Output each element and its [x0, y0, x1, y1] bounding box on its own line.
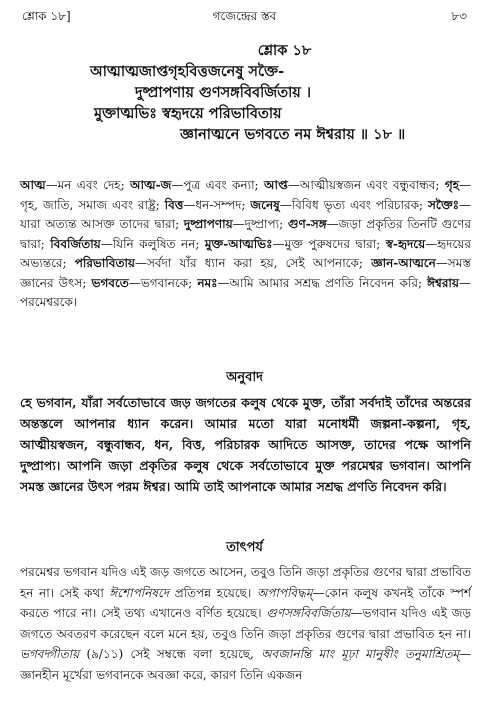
synonym-word: জ্ঞান-আত্মনে	[371, 256, 436, 270]
running-header	[22, 8, 467, 28]
purport-span: —ভগবান যদিও এই জড় জগতে অবতরণ করেছেন বলে মনে হয়, তবুও তিনি জড়া প্রকৃতির গুণের দ্বারা প্রভাবিত হন না।	[20, 606, 471, 641]
purport-italic: অবজানন্তি মাং মূঢ়া মানুষীং তনুমাশ্রিতম্	[261, 647, 459, 661]
sanskrit-verse	[80, 40, 449, 145]
verse-line: মুক্তাত্মভিঃ স্বহৃদয়ে পরিভাবিতায়	[94, 105, 282, 122]
synonym-meaning: ভগবানকে;	[140, 275, 193, 290]
verse-line: আত্মাত্মজাপ্তগৃহবিত্তজনেষু সক্তৈ-	[90, 63, 285, 80]
synonym-meaning: সমস্ত জ্ঞানের উৎস;	[20, 256, 471, 290]
purport-italic: অপাপবিদ্ধম্	[256, 585, 313, 600]
synonym-meaning: মন এবং দেহ;	[57, 178, 125, 192]
synonym-word: স্ব-হৃদয়ে	[385, 236, 426, 251]
synonym-meaning: জড়া প্রকৃতির তিনটি গুণের দ্বারা;	[20, 217, 471, 251]
synonym-word: পরিভাবিতায়	[74, 256, 135, 270]
synonym-meaning: হৃদয়ের অভ্যন্তরে;	[20, 236, 471, 270]
synonym-meaning: আত্মীয়স্বজন এবং বন্ধুবান্ধব;	[299, 178, 440, 192]
synonym-meaning: সর্বদা যাঁর ধ্যান করা হয়, সেই আপনাকে;	[147, 256, 363, 270]
synonym-word: দুষ্প্রাপণায়	[183, 217, 233, 231]
synonym-meaning: বিবিধ ভৃত্য এবং পরিচারক;	[291, 197, 424, 212]
purport-span: —কোন কলুষ কখনই তাঁকে স্পর্শ করতে পারে না। সেই তথ্য এখানেও বর্ণিত হয়েছে।	[20, 585, 471, 620]
synonym-word: জনেষু	[250, 197, 280, 212]
synonym-meaning: যারা অত্যন্ত আসক্ত তাদের দ্বারা;	[20, 217, 180, 231]
synonym-word: ঈশ্বরায়	[427, 275, 459, 290]
verse-line: দুষ্প্রাপণায় গুণসঙ্গবিবর্জিতায় ।	[135, 84, 312, 101]
translation-text: হে ভগবান, যাঁরা সর্বতোভাবে জড় জগতের কলুষ থেকে মুক্ত, তাঁরা সর্বদাই তাঁদের অন্তরের অন্তস্তলে আপনার ধ্যান করেন। আমার মতো যারা মনোধর্মী জল্পনা-কল্পনা, গৃহ, আত্মীয়স্বজন, বন্ধুবান্ধব, ধন, বিত্ত, পরিচারক আদিতে আসক্ত, তাদের পক্ষে আপনি দুষ্প্রাপ্য। আপনি জড়া প্রকৃতির কলুষ থেকে সর্বতোভাবে মুক্ত পরমেশ্বর ভগবান। আপনি সমস্ত জ্ঞানের উৎস পরম ঈশ্বর। আমি তাই আপনাকে আমার সশ্রদ্ধ প্রণতি নিবেদন করি।	[20, 395, 471, 494]
synonym-word: গুণ-সঙ্গ	[287, 217, 327, 231]
page-number: ৮৩	[451, 9, 467, 23]
synonym-word: আপ্ত	[263, 178, 288, 192]
purport-italic: গুণসঙ্গবিবর্জিতায়	[266, 606, 351, 620]
synonym-meaning: পুত্র এবং কন্যা;	[183, 178, 259, 192]
purport-italic: ঈশোপনিষদে	[109, 585, 170, 600]
synonym-meaning: গৃহ, জাতি, সমাজ এবং রাষ্ট্র;	[20, 197, 160, 212]
synonym-meaning: ধন-সম্পদ;	[195, 197, 246, 212]
purport-span: প্রতিপন্ন হয়েছে।	[169, 585, 257, 600]
purport-italic: ভগবদ্গীতায়	[20, 647, 80, 661]
synonym-word: মুক্ত-আত্মভিঃ	[204, 236, 273, 251]
synonym-word: আত্ম	[20, 178, 46, 192]
translation-heading: অনুবাদ	[226, 370, 263, 385]
synonym-word: বিত্ত	[164, 197, 184, 212]
purport-text	[20, 562, 471, 685]
synonym-word: নমঃ	[197, 275, 218, 290]
word-for-word-synonyms: আত্ম—মন এবং দেহ; আত্ম-জ—পুত্র এবং কন্যা; আপ্ত—আত্মীয়স্বজন এবং বন্ধুবান্ধব; গৃহ—গৃহ, জাতি, সমাজ এবং রাষ্ট্র; বিত্ত—ধন-সম্পদ; জনেষু—বিবিধ ভৃত্য এবং পরিচারক; সক্তৈঃ—যারা অত্যন্ত আসক্ত তাদের দ্বারা; দুষ্প্রাপণায়—দুষ্প্রাপ্য; গুণ-সঙ্গ—জড়া প্রকৃতির তিনটি গুণের দ্বারা; বিবর্জিতায়—যিনি কলুষিত নন; মুক্ত-আত্মভিঃ—মুক্ত পুরুষদের দ্বারা; স্ব-হৃদয়ে—হৃদয়ের অভ্যন্তরে; পরিভাবিতায়—সর্বদা যাঁর ধ্যান করা হয়, সেই আপনাকে; জ্ঞান-আত্মনে—সমস্ত জ্ঞানের উৎস; ভগবতে—ভগবানকে; নমঃ—আমি আমার সশ্রদ্ধ প্রণতি নিবেদন করি; ঈশ্বরায়—পরমেশ্বরকে।	[20, 178, 472, 309]
synonym-word: বিবর্জিতায়	[50, 236, 101, 251]
synonym-word: আত্ম-জ	[130, 178, 172, 192]
synonym-meaning: আমি আমার সশ্রদ্ধ প্রণতি নিবেদন করি;	[229, 275, 423, 290]
header-chapter-title: গজেন্দ্রের স্তব	[212, 9, 277, 23]
verse-line: জ্ঞানাত্মনে ভগবতে নম ঈশ্বরায় ॥ ১৮ ॥	[180, 126, 406, 143]
synonym-word: সক্তৈঃ	[427, 197, 460, 212]
verse-title: শ্লোক ১৮	[257, 42, 312, 59]
purport-span: (৯/১১) সেই সম্বন্ধে বলা হয়েছে,	[79, 647, 262, 661]
synonym-word: গৃহ	[444, 178, 459, 192]
synonym-meaning: পরমেশ্বরকে।	[20, 295, 78, 309]
purport-span: পরমেশ্বর ভগবান যদিও এই জড় জগতে আসেন, তবুও তিনি জড়া প্রকৃতির গুণের দ্বারা প্রভাবিত হন না। সেই কথা	[20, 565, 471, 600]
synonym-word: ভগবতে	[91, 275, 129, 290]
synonym-meaning: যিনি কলুষিত নন;	[112, 236, 200, 251]
purport-heading: তাৎপর্য	[226, 540, 263, 555]
synonym-meaning: মুক্ত পুরুষদের দ্বারা;	[284, 236, 381, 251]
purport-span: —জ্ঞানহীন মূর্খেরা ভগবানকে অবজ্ঞা করে, কারণ তিনি একজন	[20, 647, 471, 682]
synonym-meaning: দুষ্প্রাপ্য;	[244, 217, 284, 231]
header-verse-ref: শ্লোক ১৮]	[22, 9, 71, 23]
